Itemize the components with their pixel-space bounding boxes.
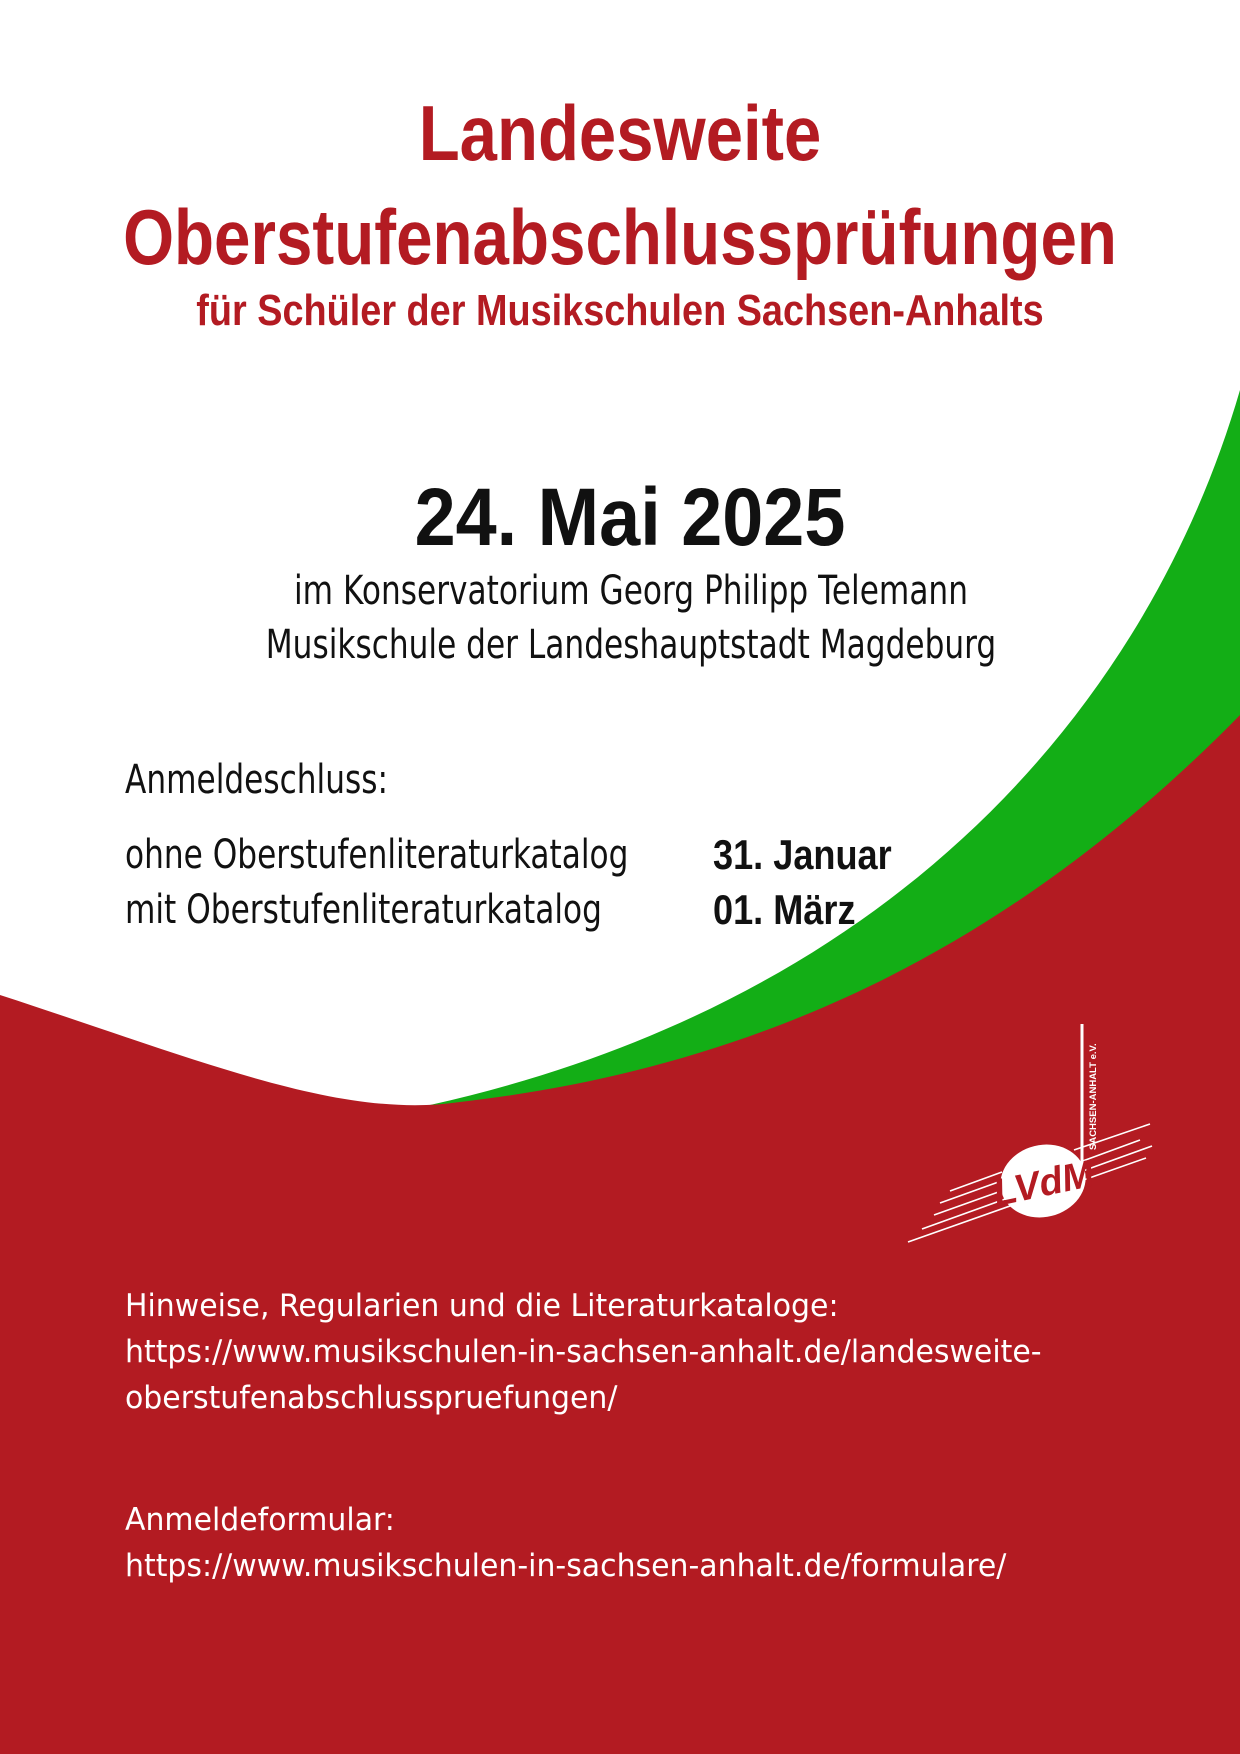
event-date: 24. Mai 2025 <box>414 472 846 563</box>
deadline-date: 01. März <box>713 886 856 933</box>
lvdm-logo <box>900 1010 1180 1250</box>
deadline-label: mit Oberstufenliteraturkatalog <box>125 887 602 933</box>
info-hint-label: Hinweise, Regularien und die Literaturkataloge: <box>125 1288 839 1324</box>
logo-subtitle: SACHSEN-ANHALT e.V. <box>1088 1043 1099 1150</box>
deadline-date: 31. Januar <box>713 831 892 878</box>
subtitle: für Schüler der Musikschulen Sachsen-Anhalts <box>196 286 1044 335</box>
deadline-label: ohne Oberstufenliteraturkatalog <box>125 832 629 878</box>
registration-heading: Anmeldeschluss: <box>125 757 389 803</box>
venue-line-1: im Konservatorium Georg Philipp Telemann <box>294 568 968 614</box>
info-hint-url[interactable]: https://www.musikschulen-in-sachsen-anhalt.de/landesweite- <box>125 1334 1042 1370</box>
title-line-1: Landesweite <box>418 89 822 177</box>
info-form-url[interactable]: https://www.musikschulen-in-sachsen-anhalt.de/formulare/ <box>125 1548 1007 1584</box>
title-line-2: Oberstufenabschlussprüfungen <box>123 193 1117 281</box>
venue-line-2: Musikschule der Landeshauptstadt Magdeburg <box>265 622 997 668</box>
info-hint-url-continued[interactable]: oberstufenabschlusspruefungen/ <box>125 1380 618 1416</box>
info-form-label: Anmeldeformular: <box>125 1502 395 1538</box>
logo-wordmark: LVdM <box>989 1152 1098 1216</box>
